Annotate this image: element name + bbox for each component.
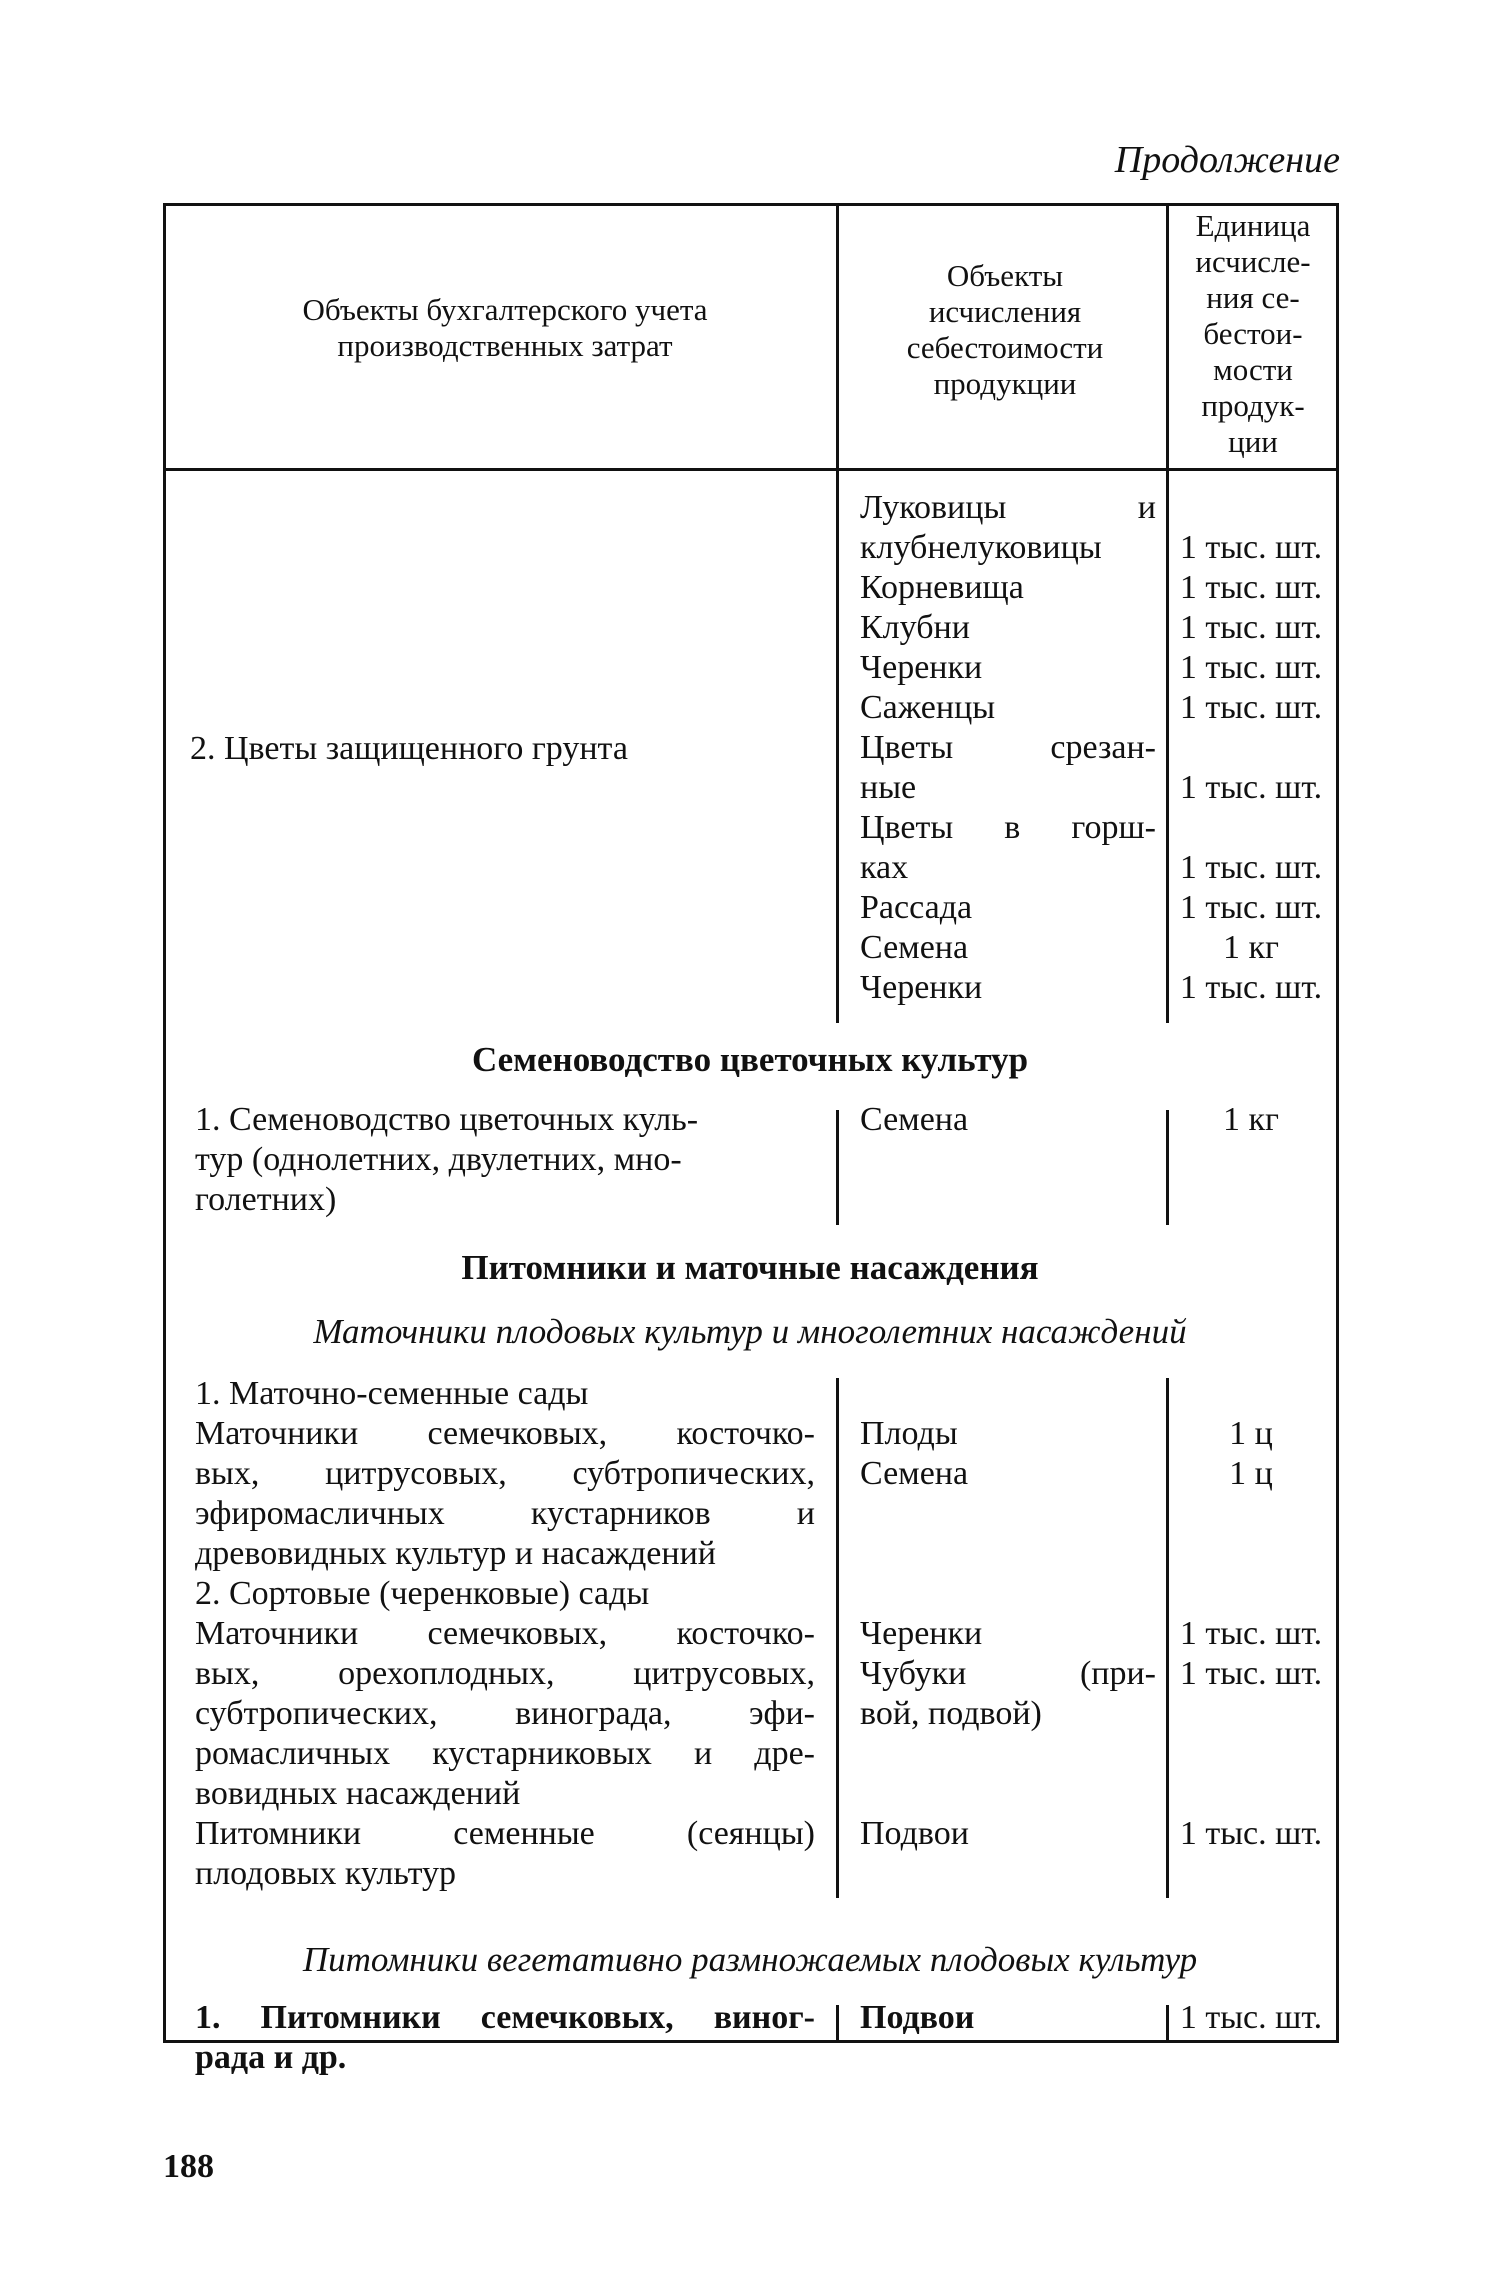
- product-line: Клубни: [860, 609, 970, 646]
- object-line: тур (однолетних, двулетних, мно-: [195, 1141, 682, 1178]
- object-line: 1. Семеноводство цветочных куль-: [195, 1101, 699, 1138]
- col-divider-2: [1166, 2005, 1169, 2043]
- unit-line: 1 тыс. шт.: [1179, 609, 1323, 646]
- unit-line: 1 кг: [1223, 929, 1279, 966]
- object-line: Маточники семечковых, косточко-: [195, 1415, 815, 1452]
- col-divider-1: [836, 1378, 839, 1898]
- block1-units: [1170, 488, 1332, 1008]
- header-col1: Объекты бухгалтерского учета производственных затрат: [302, 292, 708, 363]
- section2-units-r1: [1170, 1414, 1332, 1494]
- header-divider: [163, 468, 1339, 471]
- section2-products-r2: [860, 1614, 1156, 1734]
- object-line: вовидных насаждений: [195, 1775, 521, 1812]
- section3-product: Подвои: [860, 1999, 975, 2036]
- header-col2: Объекты исчисления себестоимости продукции: [906, 258, 1104, 401]
- col-divider-1: [836, 203, 839, 468]
- object-line: голетних): [195, 1181, 337, 1218]
- section-subtitle-vegetative-nurseries: Питомники вегетативно размножаемых плодовых культур: [302, 1940, 1198, 1979]
- block1-products: [860, 488, 1156, 1008]
- header-col3-line: ния се-: [1206, 280, 1300, 315]
- object-line: 1. Маточно-семенные сады: [195, 1375, 589, 1412]
- section-title-seed-growing: Семеноводство цветочных культур: [471, 1040, 1029, 1079]
- col-divider-1: [836, 2005, 839, 2043]
- header-col3: [1170, 208, 1336, 460]
- section1-object: [195, 1100, 815, 1220]
- product-line: клубнелуковицы: [860, 529, 1102, 566]
- object-line: древовидных культур и насаждений: [195, 1535, 716, 1572]
- header-col3-line: ции: [1228, 424, 1278, 459]
- unit-line: 1 тыс. шт.: [1179, 849, 1323, 886]
- page-number: 188: [163, 2148, 214, 2185]
- continuation-label: Продолжение: [1114, 139, 1340, 181]
- section-title-nurseries: Питомники и маточные насаждения: [461, 1248, 1039, 1287]
- section3-object: [195, 1998, 815, 2078]
- product-line: ные: [860, 769, 917, 806]
- unit-line: 1 тыс. шт.: [1179, 1615, 1323, 1652]
- unit-line: 1 тыс. шт.: [1179, 649, 1323, 686]
- object-line: Питомники семенные (сеянцы): [195, 1815, 815, 1852]
- object-line: плодовых культур: [195, 1855, 457, 1892]
- block1-object: 2. Цветы защищенного грунта: [190, 730, 628, 767]
- unit-line: 1 тыс. шт.: [1179, 769, 1323, 806]
- product-line: Черенки: [860, 969, 983, 1006]
- object-line: Маточники семечковых, косточко-: [195, 1615, 815, 1652]
- object-line: вых, цитрусовых, субтропических,: [195, 1455, 815, 1492]
- header-col3-line: бестои-: [1203, 316, 1303, 351]
- header-col3-line: мости: [1213, 352, 1293, 387]
- product-line: Рассада: [860, 889, 973, 926]
- product-line: ках: [860, 849, 909, 886]
- object-line: рада и др.: [195, 2039, 347, 2076]
- product-line: Чубуки (при-: [860, 1655, 1156, 1692]
- unit-line: 1 ц: [1229, 1455, 1273, 1492]
- product-line: Черенки: [860, 1615, 983, 1652]
- product-line: вой, подвой): [860, 1695, 1042, 1732]
- product-line: Черенки: [860, 649, 983, 686]
- section3-unit: 1 тыс. шт.: [1179, 1999, 1323, 2036]
- unit-line: 1 ц: [1229, 1415, 1273, 1452]
- object-line: вых, орехоплодных, цитрусовых,: [195, 1655, 815, 1692]
- section1-product: Семена: [860, 1101, 969, 1138]
- section-subtitle-mother-plants: Маточники плодовых культур и многолетних насаждений: [313, 1312, 1187, 1351]
- object-line: субтропических, винограда, эфи-: [195, 1695, 815, 1732]
- col-divider-2: [1166, 468, 1169, 1023]
- product-line: Цветы срезан-: [860, 729, 1156, 766]
- header-col3-line: продук-: [1201, 388, 1305, 423]
- section1-unit: 1 кг: [1223, 1101, 1279, 1138]
- col-divider-2: [1166, 1378, 1169, 1898]
- product-line: Семена: [860, 929, 969, 966]
- product-line: Плоды: [860, 1415, 958, 1452]
- section2-objects: [195, 1374, 815, 1894]
- unit-line: 1 тыс. шт.: [1179, 569, 1323, 606]
- unit-line: 1 тыс. шт.: [1179, 889, 1323, 926]
- col-divider-1: [836, 1110, 839, 1225]
- section2-product-r3: Подвои: [860, 1815, 969, 1852]
- section2-units-r2: [1170, 1614, 1332, 1694]
- product-line: Семена: [860, 1455, 969, 1492]
- unit-line: 1 тыс. шт.: [1179, 1655, 1323, 1692]
- object-line: ромасличных кустарниковых и дре-: [195, 1735, 815, 1772]
- product-line: Луковицы и: [860, 489, 1156, 526]
- header-col3-line: Единица: [1195, 208, 1311, 243]
- object-line: эфиромасличных кустарников и: [195, 1495, 815, 1532]
- unit-line: 1 тыс. шт.: [1179, 969, 1323, 1006]
- section2-products-r1: [860, 1414, 1156, 1494]
- unit-line: 1 тыс. шт.: [1179, 689, 1323, 726]
- unit-line: 1 тыс. шт.: [1179, 529, 1323, 566]
- col-divider-2: [1166, 1110, 1169, 1225]
- col-divider-2: [1166, 203, 1169, 468]
- section2-unit-r3: 1 тыс. шт.: [1179, 1815, 1323, 1852]
- product-line: Саженцы: [860, 689, 996, 726]
- product-line: Цветы в горш-: [860, 809, 1156, 846]
- product-line: Корневища: [860, 569, 1024, 606]
- object-line: 2. Сортовые (черенковые) сады: [195, 1575, 650, 1612]
- object-line: 1. Питомники семечковых, виног-: [195, 1999, 815, 2036]
- header-col3-line: исчисле-: [1195, 244, 1311, 279]
- col-divider-1: [836, 468, 839, 1023]
